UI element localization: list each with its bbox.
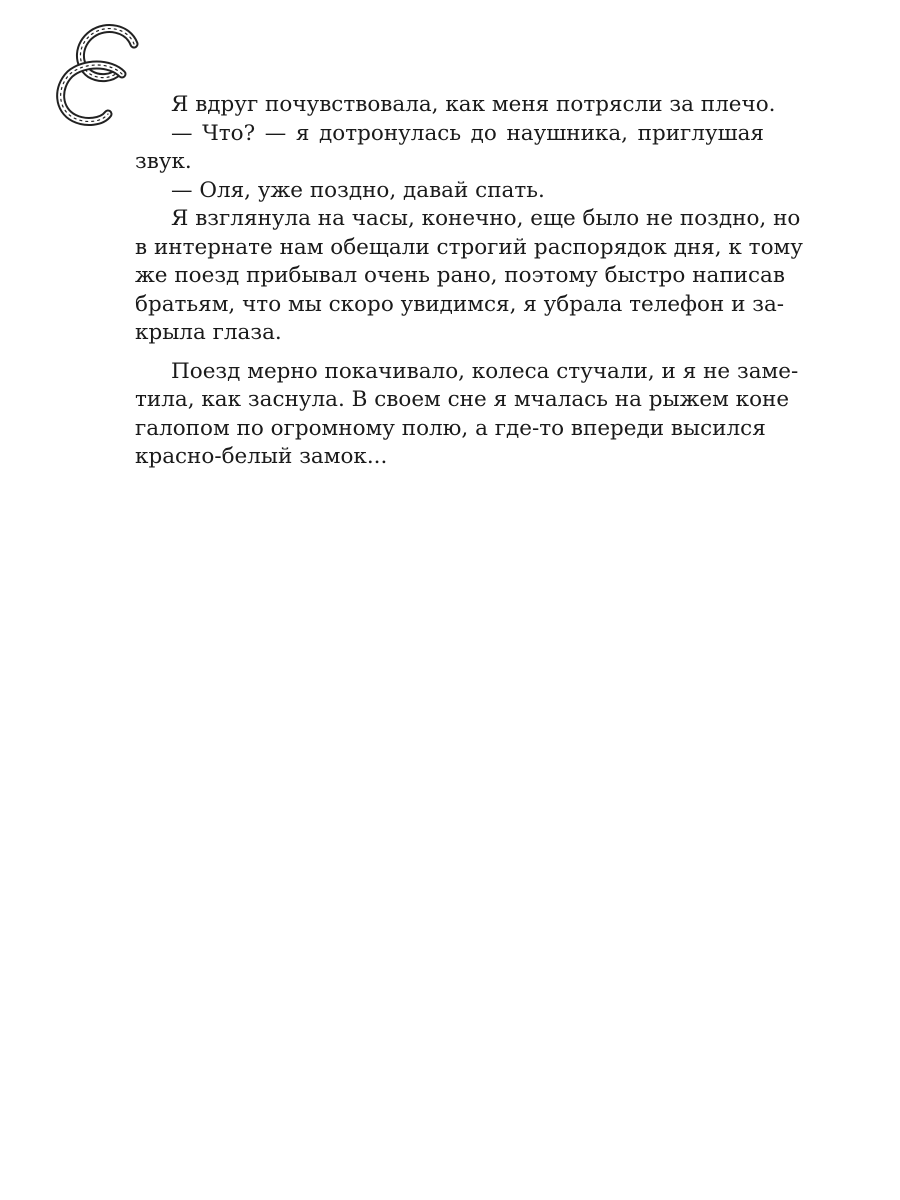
paragraph-gap <box>135 348 764 358</box>
paragraph-line: же поезд прибывал очень рано, поэтому быстро написав <box>135 263 785 288</box>
page-body-text <box>135 91 803 472</box>
horseshoes-icon <box>44 18 144 130</box>
paragraph-line: Я вдруг почувствовала, как меня потрясли за плечо. <box>171 92 776 117</box>
paragraph-line: галопом по огромному полю, а где-то впереди высился <box>135 415 766 441</box>
paragraph-line: Поезд мерно покачивало, колеса стучали, и я не заме- <box>171 358 799 384</box>
paragraph-line: в интернате нам обещали строгий распорядок дня, к тому <box>135 234 803 260</box>
paragraph-line: братьям, что мы скоро увидимся, я убрала телефон и за- <box>135 291 785 317</box>
paragraph-line: красно-белый замок... <box>135 444 388 469</box>
paragraph-line: тила, как заснула. В своем сне я мчалась на рыжем коне <box>135 387 790 412</box>
paragraph-line: — Оля, уже поздно, давай спать. <box>171 177 545 203</box>
paragraph-line: Я взглянула на часы, конечно, еще было не поздно, но <box>171 206 801 231</box>
paragraph-line: звук. <box>135 149 192 174</box>
paragraph-line: крыла глаза. <box>135 320 282 345</box>
paragraph-line: — Что? — я дотронулась до наушника, приглушая <box>171 120 764 146</box>
